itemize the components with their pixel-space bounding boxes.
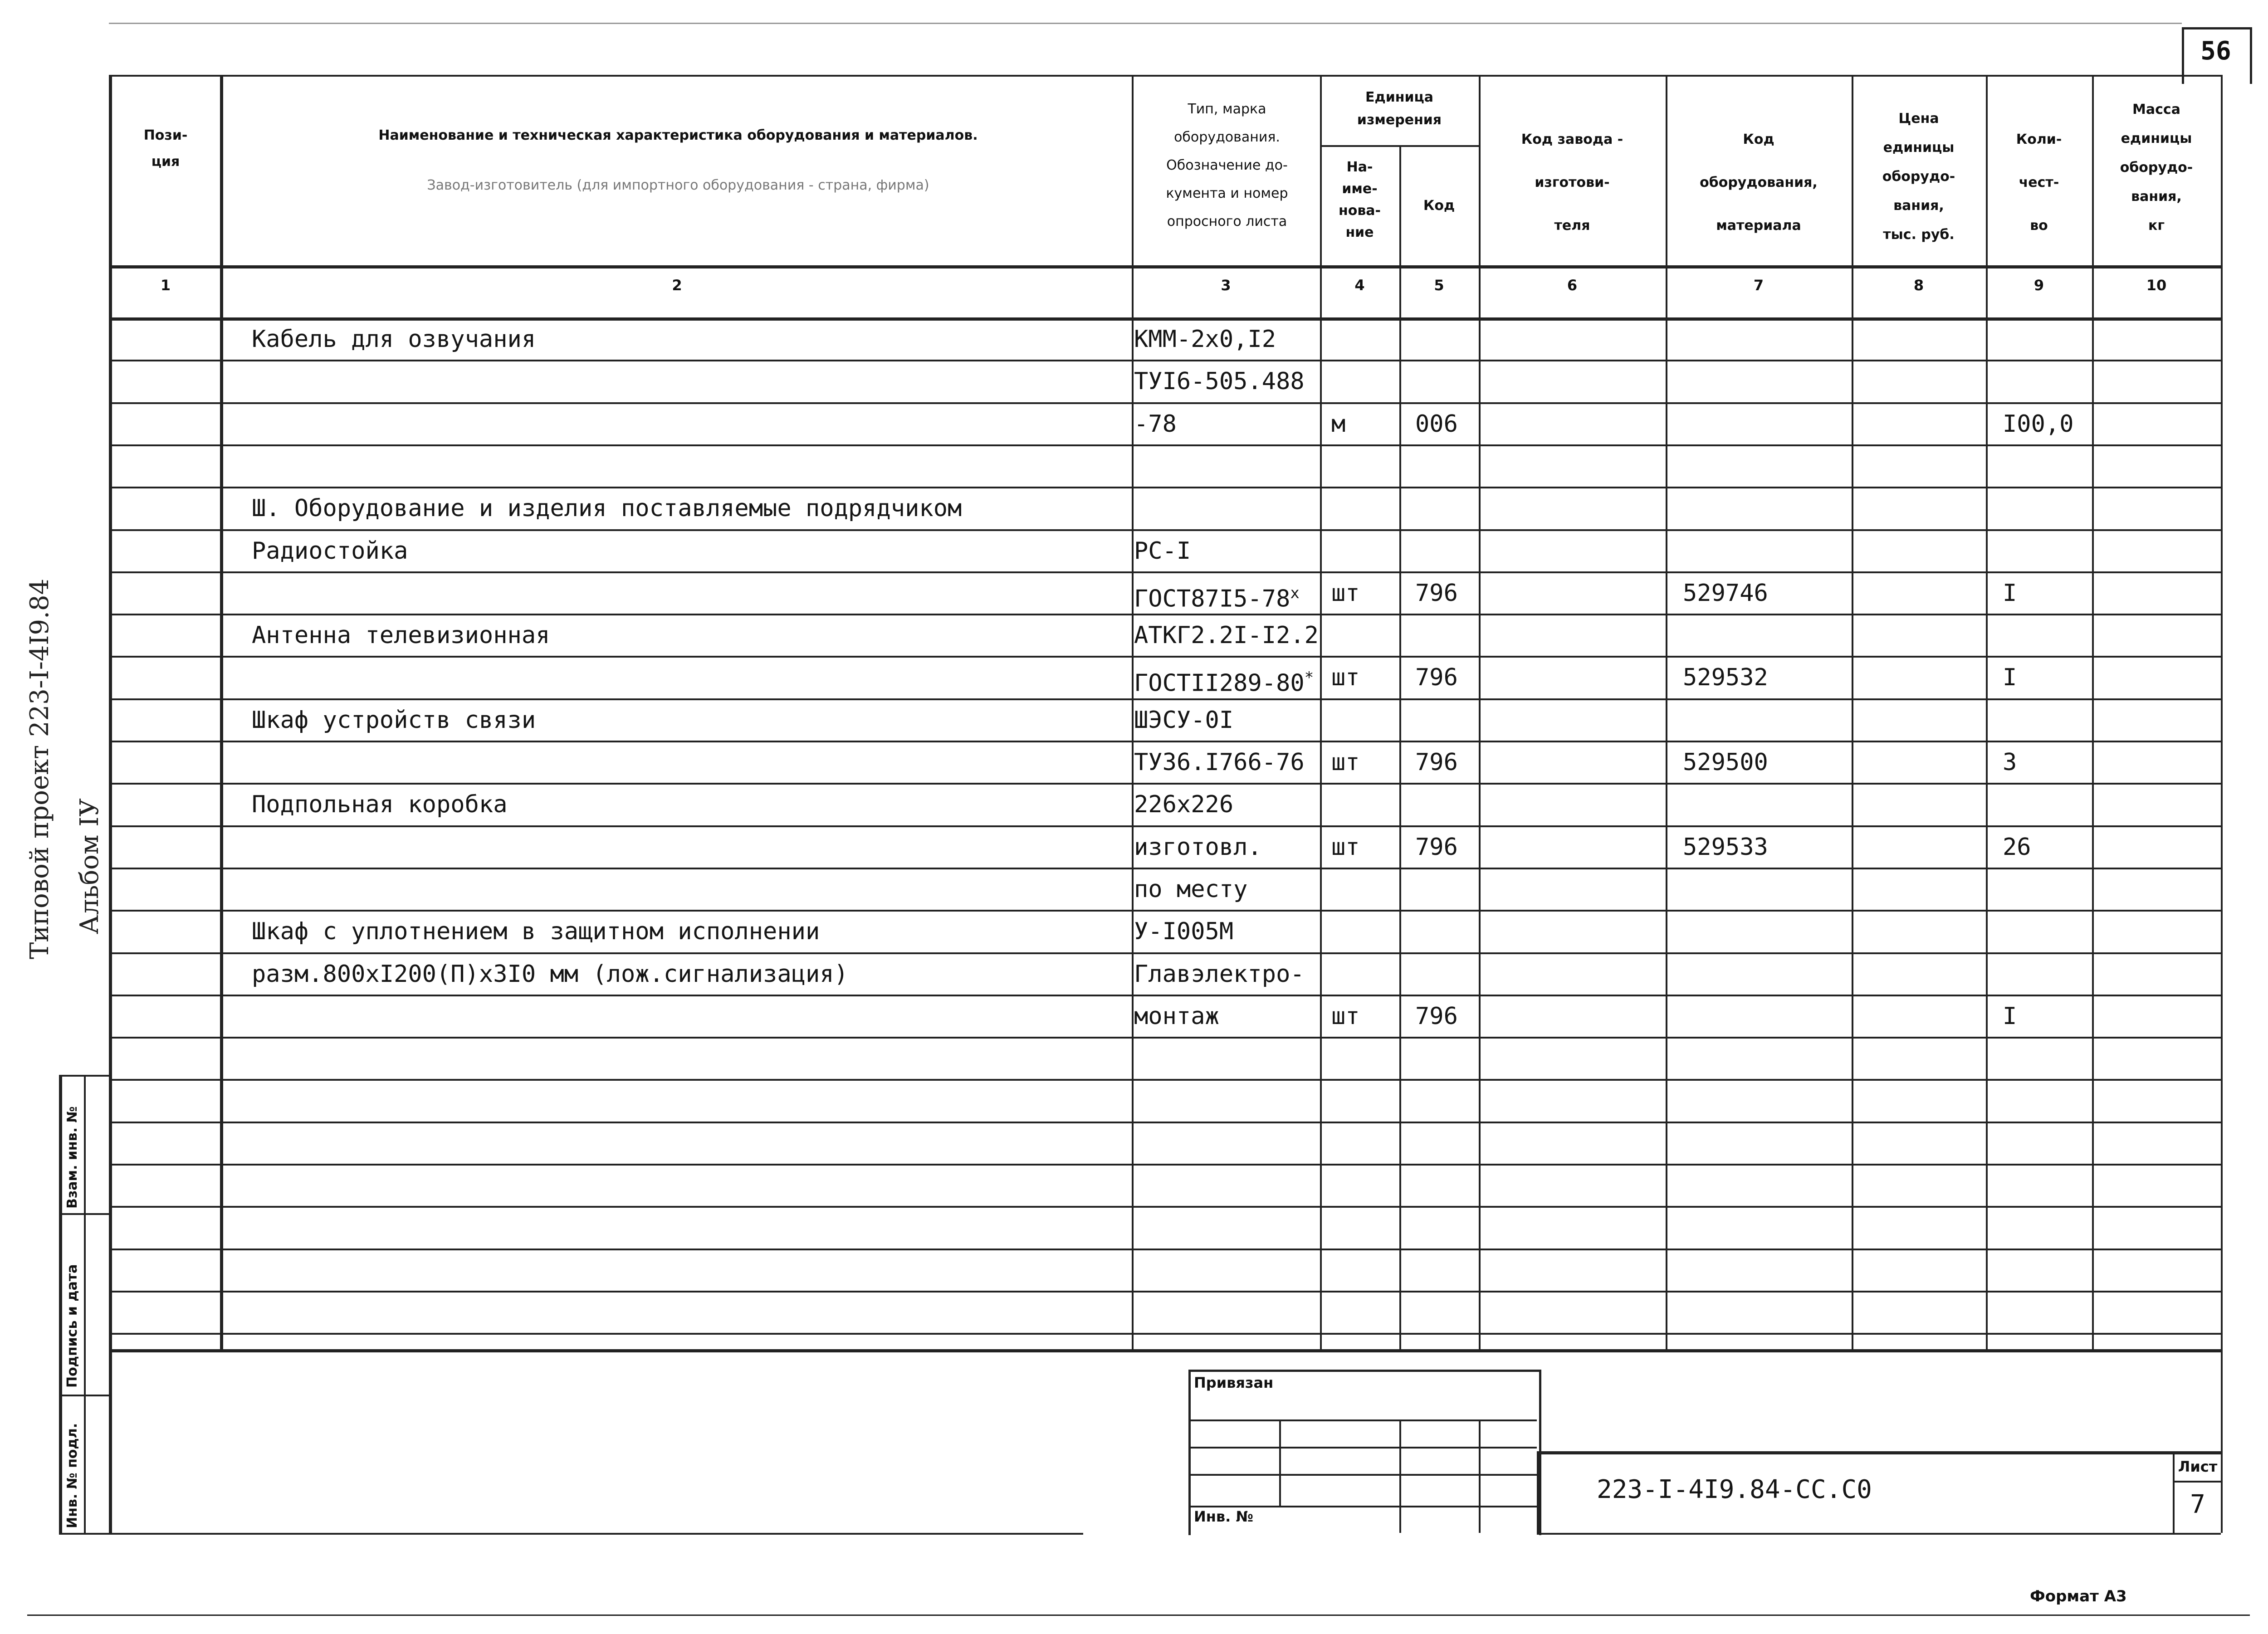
column-number: 3 [1221, 277, 1231, 294]
cell-name: Шкаф с уплотнением в защитном исполнении [252, 918, 820, 945]
header-price: Цена единицы оборудо- вания, тыс. руб. [1882, 111, 1955, 243]
col-line-6 [1666, 75, 1667, 1349]
column-number: 2 [672, 277, 682, 294]
cell-equipment-code: 529746 [1683, 580, 1768, 607]
column-number: 9 [2033, 277, 2044, 294]
col-line-7 [1852, 75, 1853, 1349]
stamp-right-line [2221, 1349, 2223, 1533]
column-number: 7 [1753, 277, 1764, 294]
row-line [109, 1206, 2221, 1208]
row-line [109, 1079, 2221, 1081]
cell-type: ТУI6-505.488 [1134, 368, 1305, 395]
row-line [109, 571, 2221, 573]
sheet-top-number: 56 [2200, 36, 2231, 66]
header-equipment-code: Код оборудования, материала [1700, 132, 1818, 234]
top-trim-line [109, 23, 2182, 24]
cell-name: разм.800хI200(П)х3I0 мм (лож.сигнализация) [252, 961, 848, 988]
cell-type: по месту [1134, 876, 1248, 903]
stamp-sheet-line [2173, 1451, 2175, 1533]
cell-name: Радиостойка [252, 537, 408, 565]
column-number: 5 [1434, 277, 1444, 294]
cell-type: ТУ36.I766-76 [1134, 749, 1305, 776]
cell-unit-code: 796 [1415, 580, 1458, 607]
cell-quantity: I [2003, 664, 2017, 691]
stamp-vline-2 [1399, 1419, 1401, 1533]
row-line [109, 698, 2221, 700]
row-line [109, 1164, 2221, 1166]
frame-bottom-line [109, 1533, 1083, 1535]
row-line [109, 487, 2221, 488]
cell-unit-code: 796 [1415, 1003, 1458, 1030]
row-line [109, 656, 2221, 658]
header-quantity: Коли- чест- во [2016, 132, 2062, 234]
cell-type-superscript: х [1290, 584, 1300, 602]
cell-equipment-code: 529500 [1683, 749, 1768, 776]
header-manufacturer: Завод-изготовитель (для импортного оборудования - страна, фирма) [427, 177, 929, 193]
side-project-title: Типовой проект 223-I-4I9.84 [25, 578, 54, 959]
cell-name: Подпольная коробка [252, 791, 508, 818]
row-line [109, 402, 2221, 404]
side-inv-replace-label: Взам. инв. № [64, 1106, 80, 1209]
stamp-code-left-line [1537, 1451, 1540, 1533]
col-line-9 [2092, 75, 2094, 1349]
cell-name: Шкаф устройств связи [252, 707, 536, 734]
cell-quantity: I [2003, 1003, 2017, 1030]
stamp-doc-code: 223-I-4I9.84-СС.С0 [1597, 1475, 1872, 1504]
stamp-line-3 [1188, 1474, 1537, 1476]
cell-type: РС-I [1134, 537, 1191, 565]
stamp-sheet-number: 7 [2190, 1490, 2205, 1519]
cell-type: У-I005М [1134, 918, 1234, 945]
header-mass: Масса единицы оборудо- вания, кг [2120, 102, 2193, 234]
row-line [109, 444, 2221, 446]
cell-quantity: I00,0 [2003, 410, 2074, 438]
side-strip-line-1 [59, 1213, 109, 1215]
column-number: 8 [1913, 277, 1924, 294]
col-line-5 [1479, 75, 1481, 1349]
side-strip-left-line [59, 1075, 62, 1533]
row-line [109, 995, 2221, 996]
cell-type: ШЭСУ-0I [1134, 707, 1234, 734]
side-inv-orig-label: Инв. № подл. [64, 1423, 80, 1528]
row-line [109, 529, 2221, 531]
header-unit-code: Код [1423, 198, 1455, 214]
cell-type: КММ-2х0,I2 [1134, 326, 1276, 353]
column-number: 10 [2146, 277, 2167, 294]
row-line [109, 1037, 2221, 1039]
side-album: Альбом IУ [75, 798, 104, 934]
cell-type: $ГОСТ87I5-78^х$ [1134, 584, 1300, 613]
col-line-2 [1132, 75, 1134, 1349]
cell-name: Ш. Оборудование и изделия поставляемые подрядчиком [252, 495, 962, 522]
cell-unit-code: 796 [1415, 664, 1458, 691]
cell-type: изготовл. [1134, 834, 1262, 861]
header-unit-group: Единица измерения [1357, 89, 1442, 128]
cell-equipment-code: 529532 [1683, 664, 1768, 691]
cell-unit-code: 006 [1415, 410, 1458, 438]
row-line [109, 952, 2221, 954]
side-strip-top-line [59, 1075, 109, 1077]
header-position: Пози- ция [143, 127, 188, 170]
stamp-code-bottom-line [1537, 1533, 2221, 1535]
stamp-inv-label: Инв. № [1194, 1508, 1253, 1525]
stamp-attached-label: Привязан [1194, 1374, 1274, 1391]
row-line [109, 1333, 2221, 1335]
header-bottom-line [109, 265, 2221, 268]
col-line-3 [1320, 75, 1322, 1349]
stamp-sheet-label: Лист [2178, 1458, 2218, 1475]
stamp-sheet-mid-line [2173, 1481, 2221, 1483]
side-strip-mid-line [84, 1075, 86, 1533]
side-strip-bottom-line [59, 1533, 109, 1535]
cell-unit-code: 796 [1415, 749, 1458, 776]
side-sign-date-label: Подпись и дата [64, 1264, 80, 1388]
row-line [109, 783, 2221, 785]
cell-unit: шт [1331, 834, 1360, 861]
row-line [109, 360, 2221, 361]
column-number: 4 [1354, 277, 1365, 294]
cell-type: -78 [1134, 410, 1177, 438]
column-number-bottom-line [109, 317, 2221, 321]
cell-quantity: 26 [2003, 834, 2031, 861]
table-bottom-border [109, 1349, 2221, 1352]
format-label: Формат А3 [2030, 1587, 2127, 1605]
table-top-border [109, 75, 2221, 77]
cell-type: ГОСТII289-80* [1134, 668, 1314, 697]
column-number: 6 [1567, 277, 1578, 294]
cell-unit: шт [1331, 1003, 1360, 1030]
col-line-1 [220, 75, 223, 1349]
row-line [109, 1249, 2221, 1250]
cell-unit: шт [1331, 664, 1360, 691]
column-number: 1 [160, 277, 171, 294]
col-line-4 [1399, 145, 1401, 1349]
cell-name: Кабель для озвучания [252, 326, 536, 353]
col-line-8 [1986, 75, 1988, 1349]
cell-name: Антенна телевизионная [252, 622, 550, 649]
cell-quantity: 3 [2003, 749, 2017, 776]
stamp-vline-1 [1279, 1419, 1281, 1506]
cell-unit: м [1331, 410, 1346, 438]
row-line [109, 825, 2221, 827]
header-name: Наименование и техническая характеристика оборудования и материалов. [378, 127, 978, 143]
row-line [109, 741, 2221, 742]
header-manufacturer-code: Код завода - изготови- теля [1521, 132, 1623, 234]
stamp-line-2 [1188, 1447, 1537, 1449]
cell-type: Главэлектро- [1134, 961, 1305, 988]
sheet-trim-line [27, 1614, 2250, 1616]
stamp-code-top-line [1537, 1451, 2221, 1454]
header-type: Тип, марка оборудования. Обозначение до- кумента и номер опросного листа [1166, 101, 1288, 229]
cell-unit-code: 796 [1415, 834, 1458, 861]
cell-unit: шт [1331, 749, 1360, 776]
row-line [109, 1122, 2221, 1123]
cell-unit: шт [1331, 580, 1360, 607]
stamp-line-1 [1188, 1419, 1537, 1421]
side-strip-line-2 [59, 1395, 109, 1396]
row-line [109, 910, 2221, 912]
cell-type: 226х226 [1134, 791, 1234, 818]
stamp-vline-3 [1479, 1419, 1481, 1533]
cell-type-superscript: * [1304, 668, 1314, 687]
cell-type: АТКГ2.2I-I2.2 [1134, 622, 1319, 649]
row-line [109, 614, 2221, 615]
cell-quantity: I [2003, 580, 2017, 607]
frame-right-border [2221, 75, 2223, 1349]
cell-type: монтаж [1134, 1003, 1219, 1030]
stamp-line-4 [1188, 1506, 1537, 1507]
cell-equipment-code: 529533 [1683, 834, 1768, 861]
row-line [109, 1291, 2221, 1293]
header-unit-name: На- име- нова- ние [1338, 159, 1381, 240]
row-line [109, 868, 2221, 869]
